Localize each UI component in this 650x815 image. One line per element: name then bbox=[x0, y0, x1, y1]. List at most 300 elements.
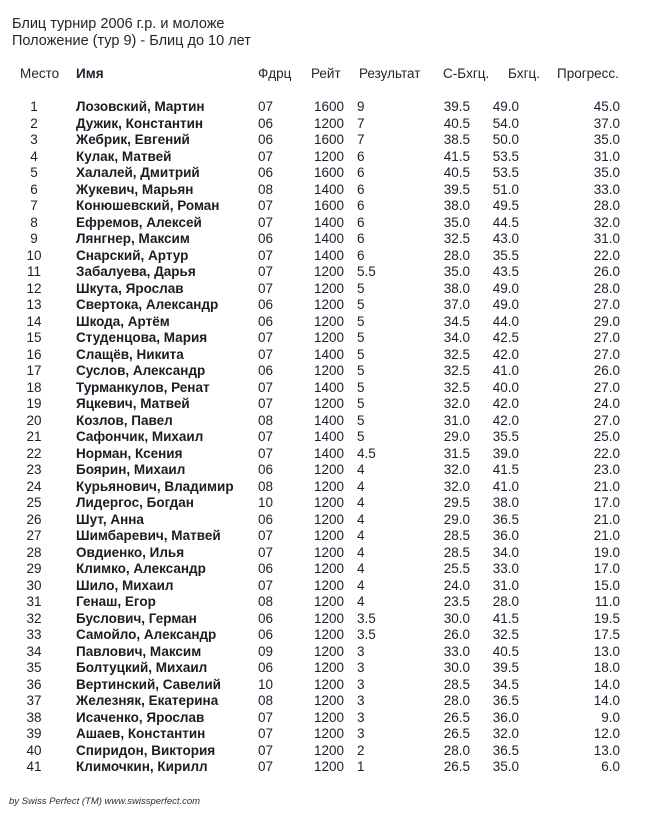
cell-place: 17 bbox=[26, 363, 42, 378]
cell-place: 41 bbox=[26, 759, 42, 774]
cell-c-buchholz: 28.0 bbox=[443, 247, 470, 263]
cell-progress: 35.0 bbox=[593, 132, 620, 147]
column-header-progress: Прогресс. bbox=[557, 66, 619, 81]
cell-fed: 06 bbox=[258, 231, 274, 246]
cell-fed: 09 bbox=[258, 643, 274, 659]
cell-rating: 1200 bbox=[313, 726, 344, 741]
cell-buchholz: 33.0 bbox=[492, 561, 519, 576]
cell-result: 4.5 bbox=[357, 445, 376, 461]
cell-rating: 1200 bbox=[313, 709, 344, 725]
cell-fed: 07 bbox=[258, 280, 274, 296]
cell-rating: 1400 bbox=[313, 429, 344, 444]
cell-name: Слащёв, Никита bbox=[76, 346, 184, 362]
cell-fed: 06 bbox=[258, 313, 274, 329]
cell-name: Жукевич, Марьян bbox=[76, 181, 194, 197]
cell-place: 23 bbox=[26, 462, 42, 477]
cell-progress: 35.0 bbox=[593, 165, 620, 180]
cell-c-buchholz: 39.5 bbox=[443, 99, 470, 114]
cell-fed: 07 bbox=[258, 99, 274, 114]
cell-buchholz: 49.5 bbox=[492, 198, 519, 213]
table-row bbox=[0, 627, 650, 644]
cell-result: 7 bbox=[357, 132, 365, 147]
cell-result: 3 bbox=[357, 726, 365, 741]
table-row bbox=[0, 363, 650, 380]
cell-buchholz: 51.0 bbox=[492, 181, 519, 197]
cell-c-buchholz: 31.5 bbox=[443, 445, 470, 461]
cell-place: 35 bbox=[26, 660, 42, 675]
cell-buchholz: 34.0 bbox=[492, 544, 519, 560]
cell-progress: 28.0 bbox=[593, 198, 620, 213]
table-row bbox=[0, 660, 650, 677]
cell-c-buchholz: 32.5 bbox=[443, 363, 470, 378]
cell-place: 25 bbox=[26, 495, 42, 510]
cell-fed: 07 bbox=[258, 198, 274, 213]
cell-rating: 1600 bbox=[313, 132, 344, 147]
cell-buchholz: 49.0 bbox=[492, 280, 519, 296]
cell-progress: 23.0 bbox=[593, 462, 620, 477]
cell-c-buchholz: 38.0 bbox=[443, 198, 470, 213]
cell-c-buchholz: 28.0 bbox=[443, 693, 470, 708]
cell-result: 4 bbox=[357, 577, 365, 593]
cell-fed: 07 bbox=[258, 709, 274, 725]
table-row bbox=[0, 413, 650, 430]
cell-place: 11 bbox=[26, 264, 41, 279]
table-row bbox=[0, 677, 650, 694]
cell-place: 16 bbox=[26, 346, 42, 362]
cell-progress: 27.0 bbox=[593, 379, 620, 395]
cell-progress: 31.0 bbox=[593, 231, 620, 246]
cell-place: 6 bbox=[30, 181, 38, 197]
table-row bbox=[0, 132, 650, 149]
cell-name: Спиридон, Виктория bbox=[76, 742, 216, 758]
cell-name: Халалей, Дмитрий bbox=[76, 165, 200, 180]
cell-c-buchholz: 32.0 bbox=[443, 462, 470, 477]
cell-buchholz: 42.5 bbox=[492, 330, 519, 345]
table-row bbox=[0, 545, 650, 562]
cell-buchholz: 41.0 bbox=[492, 478, 519, 494]
cell-fed: 08 bbox=[258, 594, 274, 609]
cell-name: Овдиенко, Илья bbox=[76, 544, 185, 560]
cell-buchholz: 32.0 bbox=[492, 726, 519, 741]
cell-result: 4 bbox=[357, 544, 365, 560]
table-row bbox=[0, 116, 650, 133]
cell-fed: 07 bbox=[258, 445, 274, 461]
cell-rating: 1600 bbox=[313, 99, 344, 114]
cell-place: 9 bbox=[30, 231, 38, 246]
cell-name: Сафончик, Михаил bbox=[76, 429, 204, 444]
table-row bbox=[0, 149, 650, 166]
cell-c-buchholz: 38.5 bbox=[443, 132, 470, 147]
table-row bbox=[0, 330, 650, 347]
cell-fed: 06 bbox=[258, 627, 274, 642]
cell-result: 5 bbox=[357, 313, 365, 329]
cell-result: 4 bbox=[357, 511, 365, 527]
cell-place: 28 bbox=[26, 544, 42, 560]
cell-fed: 07 bbox=[258, 726, 274, 741]
cell-buchholz: 35.5 bbox=[492, 429, 519, 444]
cell-fed: 06 bbox=[258, 115, 274, 131]
cell-result: 5 bbox=[357, 396, 365, 411]
cell-name: Шило, Михаил bbox=[76, 577, 174, 593]
table-row bbox=[0, 182, 650, 199]
cell-progress: 21.0 bbox=[593, 528, 620, 543]
cell-result: 4 bbox=[357, 561, 365, 576]
cell-rating: 1200 bbox=[313, 511, 344, 527]
table-row bbox=[0, 528, 650, 545]
cell-place: 39 bbox=[26, 726, 42, 741]
cell-name: Суслов, Александр bbox=[76, 363, 206, 378]
cell-result: 3.5 bbox=[357, 627, 376, 642]
cell-name: Лянгнер, Максим bbox=[76, 231, 190, 246]
cell-buchholz: 42.0 bbox=[492, 396, 519, 411]
cell-name: Лидергос, Богдан bbox=[76, 495, 194, 510]
cell-rating: 1400 bbox=[313, 247, 344, 263]
cell-c-buchholz: 40.5 bbox=[443, 165, 470, 180]
cell-rating: 1200 bbox=[313, 627, 344, 642]
cell-progress: 31.0 bbox=[593, 148, 620, 164]
cell-c-buchholz: 32.5 bbox=[443, 231, 470, 246]
software-credit: by Swiss Perfect (TM) www.swissperfect.com bbox=[9, 796, 201, 807]
cell-fed: 07 bbox=[258, 214, 274, 230]
cell-c-buchholz: 26.5 bbox=[443, 709, 470, 725]
cell-c-buchholz: 41.5 bbox=[443, 148, 470, 164]
table-row bbox=[0, 429, 650, 446]
cell-progress: 21.0 bbox=[593, 478, 620, 494]
cell-name: Железняк, Екатерина bbox=[76, 693, 219, 708]
cell-result: 4 bbox=[357, 462, 365, 477]
cell-name: Боярин, Михаил bbox=[76, 462, 186, 477]
cell-result: 6 bbox=[357, 231, 365, 246]
cell-place: 15 bbox=[26, 330, 42, 345]
cell-rating: 1400 bbox=[313, 181, 344, 197]
column-header-fed: Фдрц bbox=[258, 66, 292, 81]
cell-progress: 27.0 bbox=[593, 346, 620, 362]
cell-rating: 1400 bbox=[313, 214, 344, 230]
cell-fed: 07 bbox=[258, 577, 274, 593]
cell-buchholz: 32.5 bbox=[492, 627, 519, 642]
cell-fed: 07 bbox=[258, 742, 274, 758]
cell-buchholz: 36.5 bbox=[492, 693, 519, 708]
cell-fed: 06 bbox=[258, 165, 274, 180]
table-row bbox=[0, 512, 650, 529]
cell-progress: 33.0 bbox=[593, 181, 620, 197]
cell-c-buchholz: 26.0 bbox=[443, 627, 470, 642]
cell-fed: 10 bbox=[258, 495, 274, 510]
cell-place: 40 bbox=[26, 742, 42, 758]
cell-c-buchholz: 28.5 bbox=[443, 544, 470, 560]
table-row bbox=[0, 495, 650, 512]
cell-progress: 13.0 bbox=[593, 643, 620, 659]
cell-buchholz: 44.5 bbox=[492, 214, 519, 230]
cell-buchholz: 42.0 bbox=[492, 346, 519, 362]
cell-fed: 06 bbox=[258, 561, 274, 576]
cell-name: Шут, Анна bbox=[76, 511, 144, 527]
cell-c-buchholz: 32.0 bbox=[443, 396, 470, 411]
cell-buchholz: 53.5 bbox=[492, 148, 519, 164]
cell-buchholz: 50.0 bbox=[492, 132, 519, 147]
cell-buchholz: 38.0 bbox=[492, 495, 519, 510]
cell-place: 4 bbox=[30, 148, 38, 164]
cell-result: 3.5 bbox=[357, 610, 376, 626]
cell-rating: 1200 bbox=[313, 297, 344, 312]
cell-progress: 13.0 bbox=[593, 742, 620, 758]
cell-progress: 21.0 bbox=[593, 511, 620, 527]
cell-fed: 07 bbox=[258, 429, 274, 444]
cell-buchholz: 54.0 bbox=[492, 115, 519, 131]
cell-c-buchholz: 39.5 bbox=[443, 181, 470, 197]
table-row bbox=[0, 165, 650, 182]
cell-c-buchholz: 28.5 bbox=[443, 528, 470, 543]
cell-name: Дужик, Константин bbox=[76, 115, 204, 131]
cell-name: Павлович, Максим bbox=[76, 643, 202, 659]
cell-c-buchholz: 40.5 bbox=[443, 115, 470, 131]
cell-buchholz: 40.5 bbox=[492, 643, 519, 659]
cell-name: Норман, Ксения bbox=[76, 445, 183, 461]
cell-rating: 1600 bbox=[313, 165, 344, 180]
cell-c-buchholz: 32.5 bbox=[443, 346, 470, 362]
cell-place: 20 bbox=[26, 412, 42, 428]
cell-place: 18 bbox=[26, 379, 42, 395]
cell-place: 30 bbox=[26, 577, 42, 593]
table-row bbox=[0, 693, 650, 710]
cell-fed: 07 bbox=[258, 759, 274, 774]
cell-place: 19 bbox=[26, 396, 42, 411]
table-row bbox=[0, 380, 650, 397]
table-row bbox=[0, 314, 650, 331]
cell-result: 3 bbox=[357, 676, 365, 692]
cell-c-buchholz: 32.0 bbox=[443, 478, 470, 494]
cell-buchholz: 44.0 bbox=[492, 313, 519, 329]
cell-c-buchholz: 28.0 bbox=[443, 742, 470, 758]
cell-rating: 1200 bbox=[313, 363, 344, 378]
cell-name: Жебрик, Евгений bbox=[76, 132, 190, 147]
cell-place: 12 bbox=[26, 280, 42, 296]
table-row bbox=[0, 743, 650, 760]
cell-rating: 1200 bbox=[313, 280, 344, 296]
column-header-rating: Рейт bbox=[311, 66, 341, 81]
cell-c-buchholz: 24.0 bbox=[443, 577, 470, 593]
cell-buchholz: 28.0 bbox=[492, 594, 519, 609]
cell-rating: 1200 bbox=[313, 462, 344, 477]
cell-rating: 1200 bbox=[313, 577, 344, 593]
cell-progress: 19.0 bbox=[593, 544, 620, 560]
cell-place: 14 bbox=[26, 313, 42, 329]
table-row bbox=[0, 479, 650, 496]
cell-result: 5 bbox=[357, 379, 365, 395]
cell-buchholz: 31.0 bbox=[492, 577, 519, 593]
table-row bbox=[0, 759, 650, 776]
cell-rating: 1200 bbox=[313, 693, 344, 708]
table-row bbox=[0, 611, 650, 628]
cell-fed: 06 bbox=[258, 462, 274, 477]
cell-progress: 17.5 bbox=[593, 627, 620, 642]
cell-c-buchholz: 29.0 bbox=[443, 511, 470, 527]
cell-name: Турманкулов, Ренат bbox=[76, 379, 210, 395]
cell-buchholz: 49.0 bbox=[492, 99, 519, 114]
cell-buchholz: 43.5 bbox=[492, 264, 519, 279]
cell-buchholz: 49.0 bbox=[492, 297, 519, 312]
cell-rating: 1200 bbox=[313, 610, 344, 626]
column-header-buchholz: Бхгц. bbox=[508, 66, 541, 81]
cell-rating: 1400 bbox=[313, 231, 344, 246]
cell-result: 3 bbox=[357, 643, 365, 659]
cell-name: Шкода, Артём bbox=[76, 313, 170, 329]
cell-fed: 06 bbox=[258, 511, 274, 527]
cell-result: 5 bbox=[357, 297, 365, 312]
cell-result: 6 bbox=[357, 165, 365, 180]
cell-progress: 27.0 bbox=[593, 297, 620, 312]
cell-c-buchholz: 34.5 bbox=[443, 313, 470, 329]
cell-fed: 08 bbox=[258, 693, 274, 708]
cell-fed: 07 bbox=[258, 148, 274, 164]
column-header-name: Имя bbox=[76, 66, 104, 81]
cell-rating: 1400 bbox=[313, 346, 344, 362]
table-row bbox=[0, 231, 650, 248]
cell-name: Яцкевич, Матвей bbox=[76, 396, 190, 411]
cell-buchholz: 36.5 bbox=[492, 511, 519, 527]
cell-name: Лозовский, Мартин bbox=[76, 99, 205, 114]
cell-progress: 22.0 bbox=[593, 247, 620, 263]
cell-place: 3 bbox=[30, 132, 38, 147]
cell-progress: 14.0 bbox=[593, 676, 620, 692]
table-row bbox=[0, 462, 650, 479]
cell-place: 27 bbox=[26, 528, 42, 543]
cell-rating: 1200 bbox=[313, 544, 344, 560]
cell-c-buchholz: 30.0 bbox=[443, 610, 470, 626]
cell-name: Снарский, Артур bbox=[76, 247, 189, 263]
column-header-place: Место bbox=[20, 66, 60, 81]
cell-buchholz: 41.5 bbox=[492, 462, 519, 477]
cell-fed: 06 bbox=[258, 363, 274, 378]
cell-rating: 1200 bbox=[313, 115, 344, 131]
cell-place: 7 bbox=[30, 198, 38, 213]
cell-rating: 1600 bbox=[313, 198, 344, 213]
table-row bbox=[0, 578, 650, 595]
cell-fed: 07 bbox=[258, 247, 274, 263]
cell-progress: 15.0 bbox=[593, 577, 620, 593]
cell-result: 5 bbox=[357, 346, 365, 362]
cell-result: 5 bbox=[357, 429, 365, 444]
cell-result: 3 bbox=[357, 709, 365, 725]
cell-rating: 1200 bbox=[313, 313, 344, 329]
cell-buchholz: 35.5 bbox=[492, 247, 519, 263]
cell-buchholz: 36.0 bbox=[492, 528, 519, 543]
cell-buchholz: 43.0 bbox=[492, 231, 519, 246]
cell-place: 24 bbox=[26, 478, 42, 494]
cell-c-buchholz: 37.0 bbox=[443, 297, 470, 312]
cell-rating: 1200 bbox=[313, 594, 344, 609]
cell-result: 7 bbox=[357, 115, 365, 131]
table-row bbox=[0, 264, 650, 281]
cell-result: 6 bbox=[357, 181, 365, 197]
cell-result: 5.5 bbox=[357, 264, 376, 279]
cell-rating: 1200 bbox=[313, 330, 344, 345]
cell-place: 1 bbox=[30, 99, 38, 114]
cell-place: 33 bbox=[26, 627, 42, 642]
cell-c-buchholz: 34.0 bbox=[443, 330, 470, 345]
cell-rating: 1200 bbox=[313, 742, 344, 758]
cell-progress: 28.0 bbox=[593, 280, 620, 296]
cell-name: Вертинский, Савелий bbox=[76, 676, 221, 692]
cell-place: 21 bbox=[26, 429, 42, 444]
cell-rating: 1200 bbox=[313, 478, 344, 494]
table-row bbox=[0, 396, 650, 413]
cell-place: 26 bbox=[26, 511, 42, 527]
cell-place: 10 bbox=[26, 247, 42, 263]
cell-name: Болтуцкий, Михаил bbox=[76, 660, 208, 675]
cell-c-buchholz: 28.5 bbox=[443, 676, 470, 692]
cell-result: 4 bbox=[357, 495, 365, 510]
table-row bbox=[0, 99, 650, 116]
cell-result: 6 bbox=[357, 214, 365, 230]
cell-fed: 06 bbox=[258, 610, 274, 626]
cell-rating: 1200 bbox=[313, 643, 344, 659]
cell-rating: 1400 bbox=[313, 379, 344, 395]
table-row bbox=[0, 561, 650, 578]
cell-fed: 10 bbox=[258, 676, 274, 692]
cell-fed: 06 bbox=[258, 132, 274, 147]
cell-name: Курьянович, Владимир bbox=[76, 478, 234, 494]
cell-c-buchholz: 31.0 bbox=[443, 412, 470, 428]
cell-c-buchholz: 35.0 bbox=[443, 214, 470, 230]
cell-fed: 08 bbox=[258, 181, 274, 197]
cell-c-buchholz: 29.5 bbox=[443, 495, 470, 510]
cell-place: 37 bbox=[26, 693, 42, 708]
cell-result: 9 bbox=[357, 99, 365, 114]
cell-progress: 45.0 bbox=[593, 99, 620, 114]
cell-place: 22 bbox=[26, 445, 42, 461]
cell-name: Генаш, Егор bbox=[76, 594, 156, 609]
cell-buchholz: 39.0 bbox=[492, 445, 519, 461]
cell-fed: 07 bbox=[258, 264, 274, 279]
cell-result: 2 bbox=[357, 742, 365, 758]
cell-progress: 26.0 bbox=[593, 264, 620, 279]
cell-progress: 17.0 bbox=[593, 495, 620, 510]
cell-place: 2 bbox=[30, 115, 38, 131]
cell-progress: 9.0 bbox=[601, 709, 620, 725]
cell-progress: 12.0 bbox=[593, 726, 620, 741]
cell-result: 4 bbox=[357, 478, 365, 494]
cell-progress: 19.5 bbox=[593, 610, 620, 626]
table-row bbox=[0, 215, 650, 232]
cell-name: Климочкин, Кирилл bbox=[76, 759, 208, 774]
column-header-c-buchholz: С-Бхгц. bbox=[443, 66, 490, 81]
cell-place: 31 bbox=[26, 594, 42, 609]
cell-rating: 1200 bbox=[313, 561, 344, 576]
cell-fed: 06 bbox=[258, 297, 274, 312]
cell-rating: 1200 bbox=[313, 495, 344, 510]
cell-progress: 27.0 bbox=[593, 412, 620, 428]
cell-fed: 06 bbox=[258, 660, 274, 675]
cell-name: Свертока, Александр bbox=[76, 297, 219, 312]
cell-rating: 1200 bbox=[313, 148, 344, 164]
cell-progress: 18.0 bbox=[593, 660, 620, 675]
cell-name: Ефремов, Алексей bbox=[76, 214, 202, 230]
cell-progress: 22.0 bbox=[593, 445, 620, 461]
cell-fed: 07 bbox=[258, 544, 274, 560]
table-row bbox=[0, 248, 650, 265]
cell-buchholz: 42.0 bbox=[492, 412, 519, 428]
tournament-title: Блиц турнир 2006 г.р. и моложе bbox=[12, 16, 225, 32]
cell-place: 13 bbox=[26, 297, 42, 312]
cell-fed: 07 bbox=[258, 346, 274, 362]
cell-name: Ашаев, Константин bbox=[76, 726, 206, 741]
cell-c-buchholz: 35.0 bbox=[443, 264, 470, 279]
cell-place: 29 bbox=[26, 561, 42, 576]
cell-progress: 24.0 bbox=[593, 396, 620, 411]
cell-place: 34 bbox=[26, 643, 42, 659]
table-row bbox=[0, 710, 650, 727]
